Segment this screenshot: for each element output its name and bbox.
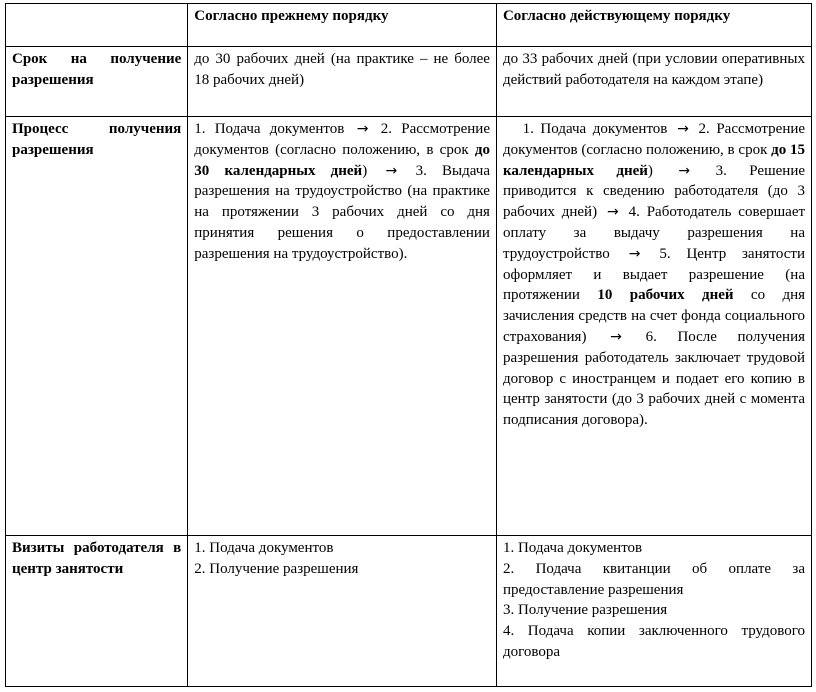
process-new-step-4: 4. Работодатель совершает оплату за выдачу разрешения на трудоустройство — [502, 204, 806, 262]
process-new-step-6: 6. После получения разрешения работодатель заключает трудовой договор с иностранцем и подает его копию в центр занятости (до 3 рабочих дней с момента подписания договора). — [502, 328, 805, 429]
arrow-right-icon: → — [607, 204, 619, 221]
term-old-cell: до 30 рабочих дней (на практике – не более 18 рабочих дней) — [188, 47, 497, 117]
visits-new-item: 3. Получение разрешения — [502, 602, 668, 619]
comparison-table — [5, 3, 812, 687]
process-old-cell: 1. Подача документов → 2. Рассмотрение документов (согласно положению, в срок до 30 календарных дней) → 3. Выдача разрешения на трудоустройство (на практике на протяжении 3 рабочих дней со дня принятия решения о предоставлении разрешения на трудоустройство). — [188, 117, 497, 536]
process-old-step-2: 2. Рассмотрение документов (согласно положению, в срок — [194, 121, 490, 158]
visits-new-cell — [496, 536, 811, 687]
term-new-cell: до 33 рабочих дней (при условии оперативных действий работодателя на каждом этапе) — [496, 47, 811, 117]
process-new-step-3: 3. Решение приводится к сведению работодателя (до 3 рабочих дней) — [502, 162, 806, 221]
arrow-right-icon: → — [628, 245, 641, 262]
process-new-step-5-tail: со дня зачисления средств на счет фонда социального страхования) — [502, 287, 806, 345]
arrow-right-icon: → — [678, 162, 691, 179]
row-label-visits: Визиты работодателя в центр занятости — [6, 536, 188, 687]
process-new-step-1: 1. Подача документов — [522, 121, 668, 137]
visits-new-item: 4. Подача копии заключенного трудового договора — [502, 623, 805, 660]
table-row-process — [6, 117, 812, 536]
row-label-process: Процесс получения разрешения — [6, 117, 188, 536]
table-row-visits — [6, 536, 812, 687]
process-new-step-5-term: 10 рабочих дней — [597, 287, 734, 304]
arrow-right-icon: → — [356, 121, 369, 137]
visits-old-item: 1. Подача документов — [194, 540, 334, 556]
header-empty-cell — [6, 4, 188, 47]
process-new-step-2-term: до 15 календарных дней — [502, 141, 805, 179]
visits-old-cell — [188, 536, 497, 687]
header-new-order: Согласно действующему порядку — [496, 4, 811, 47]
visits-new-item: 2. Подача квитанции об оплате за предоставление разрешения — [502, 560, 805, 598]
visits-old-item: 2. Получение разрешения — [194, 560, 359, 577]
visits-new-item: 1. Подача документов — [502, 540, 643, 556]
header-row — [6, 4, 812, 47]
process-new-step-5: 5. Центр занятости оформляет и выдает разрешение (на протяжении — [502, 245, 805, 304]
arrow-right-icon: → — [677, 121, 689, 137]
process-old-step-1: 1. Подача документов — [194, 121, 345, 137]
arrow-right-icon: → — [385, 162, 398, 179]
header-old-order: Согласно прежнему порядку — [188, 4, 497, 47]
process-new-step-2: 2. Рассмотрение документов (согласно положению, в срок — [502, 121, 806, 158]
table-row-term — [6, 47, 812, 117]
process-old-step-2-term: до 30 календарных дней — [194, 141, 490, 179]
process-new-cell: 1. Подача документов → 2. Рассмотрение документов (согласно положению, в срок до 15 календарных дней) → 3. Решение приводится к сведению работодателя (до 3 рабочих дней) → 4. Работодатель совершает оплату за выдачу разрешения на трудоустройство → 5. Центр занятости оформляет и выдает разрешение (на протяжении 10 рабочих дней со дня зачисления средств на счет фонда социального страхования) → 6. После получения разрешения работодатель заключает трудовой договор с иностранцем и подает его копию в центр занятости (до 3 рабочих дней с момента подписания договора). — [496, 117, 811, 536]
arrow-right-icon: → — [610, 328, 622, 345]
process-old-step-3: 3. Выдача разрешения на трудоустройство (на практике на протяжении 3 рабочих дней со дня принятия решения о предоставлении разрешения на трудоустройство). — [194, 162, 490, 262]
row-label-term: Срок на получение разрешения — [6, 47, 188, 117]
